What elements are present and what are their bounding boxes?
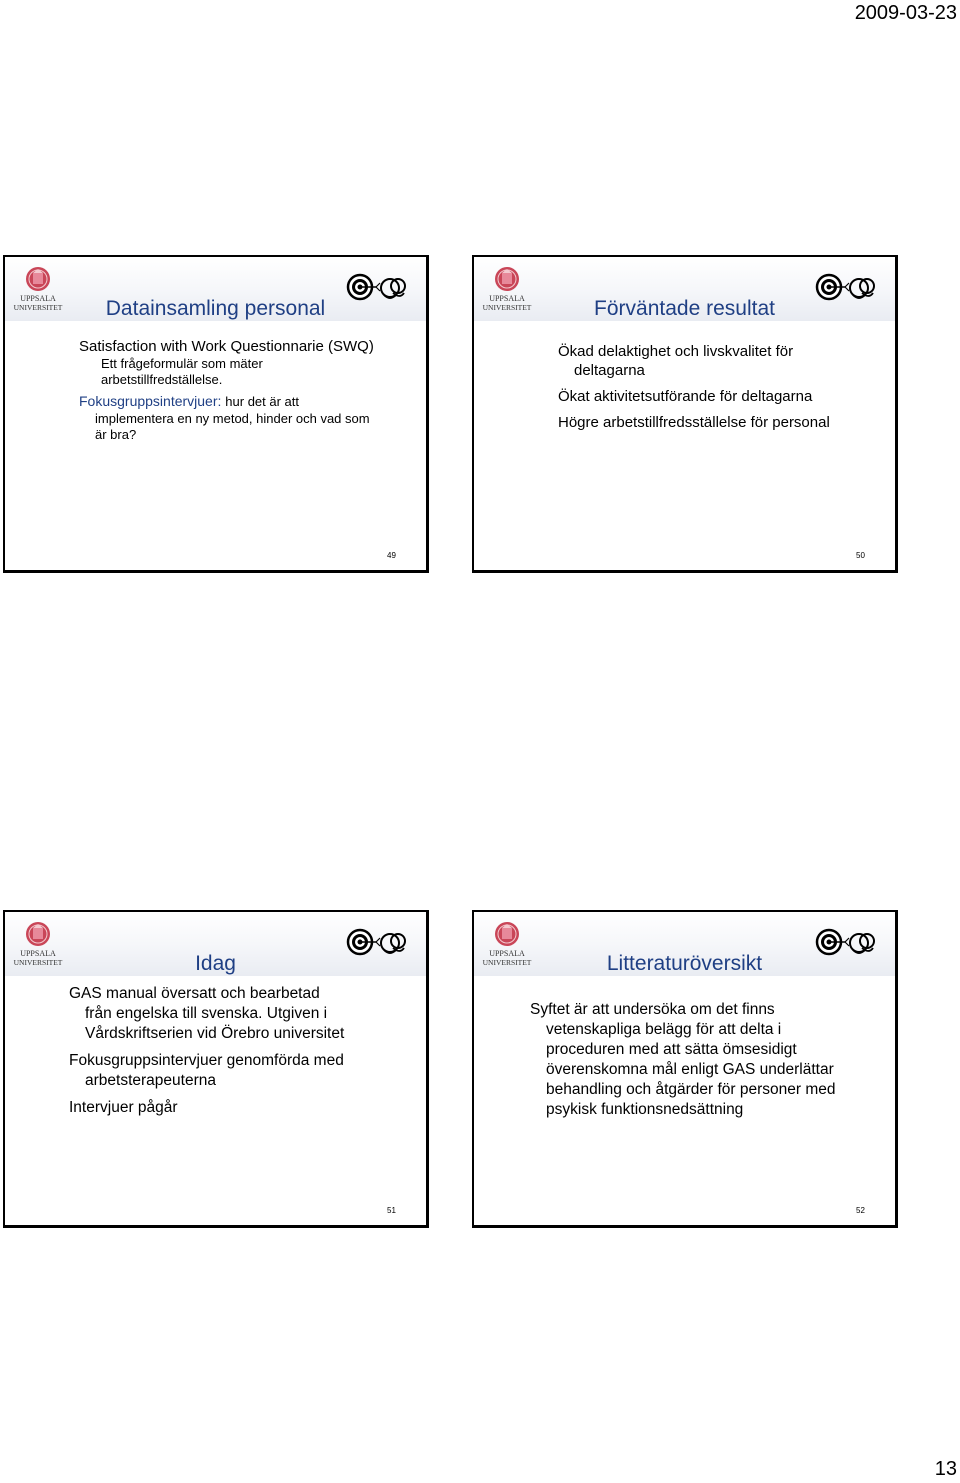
university-seal-icon [482,920,532,968]
body-line: Ökad delaktighet och livskvalitet för [558,343,794,360]
slide-title: Datainsamling personal [105,297,326,320]
body-line: vetenskapliga belägg för att delta i [546,1021,782,1038]
body-line: Fokusgruppsintervjuer: [79,393,222,409]
page-date: 2009-03-23 [854,2,957,24]
target-icon [815,271,875,305]
body-line: psykisk funktionsnedsättning [546,1101,744,1118]
target-icon [815,926,875,960]
slide-body [79,337,424,443]
slide-body [558,342,888,432]
slide-title: Litteraturöversikt [606,952,763,975]
body-line: proceduren med att sätta ömsesidigt [546,1041,797,1058]
slide-title: Idag [195,952,236,975]
body-line: Ökat aktivitetsutförande för deltagarna [558,388,813,405]
body-line: hur det är att [225,394,300,409]
body-line: Högre arbetstillfredsställelse för personal [558,414,830,431]
body-subline: arbetstillfredställelse. [101,372,223,387]
slide-number: 52 [856,1206,865,1215]
body-line: arbetsterapeuterna [85,1072,216,1089]
slide-52 [472,910,898,1228]
body-line: Fokusgruppsintervjuer genomförda med [69,1052,344,1069]
body-line: Syftet är att undersöka om det finns [530,1001,775,1018]
slide-number: 49 [387,551,396,560]
page-number: 13 [934,1458,957,1480]
university-seal-icon [13,265,63,313]
body-line: Intervjuer pågår [69,1099,178,1116]
university-seal-icon [482,265,532,313]
slide-49 [3,255,429,573]
slide-number: 50 [856,551,865,560]
body-subline: Ett frågeformulär som mäter [101,356,263,371]
slide-50 [472,255,898,573]
body-line: GAS manual översatt och bearbetad [69,985,320,1002]
body-line: Satisfaction with Work Questionnarie (SWQ) [79,338,374,355]
slide-number: 51 [387,1206,396,1215]
slide-title: Förväntade resultat [594,297,775,320]
body-subline: implementera en ny metod, hinder och vad som [95,411,370,426]
body-subline: är bra? [95,427,137,442]
slide-body [530,1000,890,1120]
body-line: behandling och åtgärder för personer med [546,1081,836,1098]
university-seal-icon [13,920,63,968]
target-icon [346,926,406,960]
body-line: Vårdskriftserien vid Örebro universitet [85,1025,345,1042]
body-line: från engelska till svenska. Utgiven i [85,1005,328,1022]
slide-body [69,984,419,1118]
body-line: överenskomna mål enligt GAS underlättar [546,1061,834,1078]
body-line: deltagarna [574,362,645,379]
slide-51 [3,910,429,1228]
